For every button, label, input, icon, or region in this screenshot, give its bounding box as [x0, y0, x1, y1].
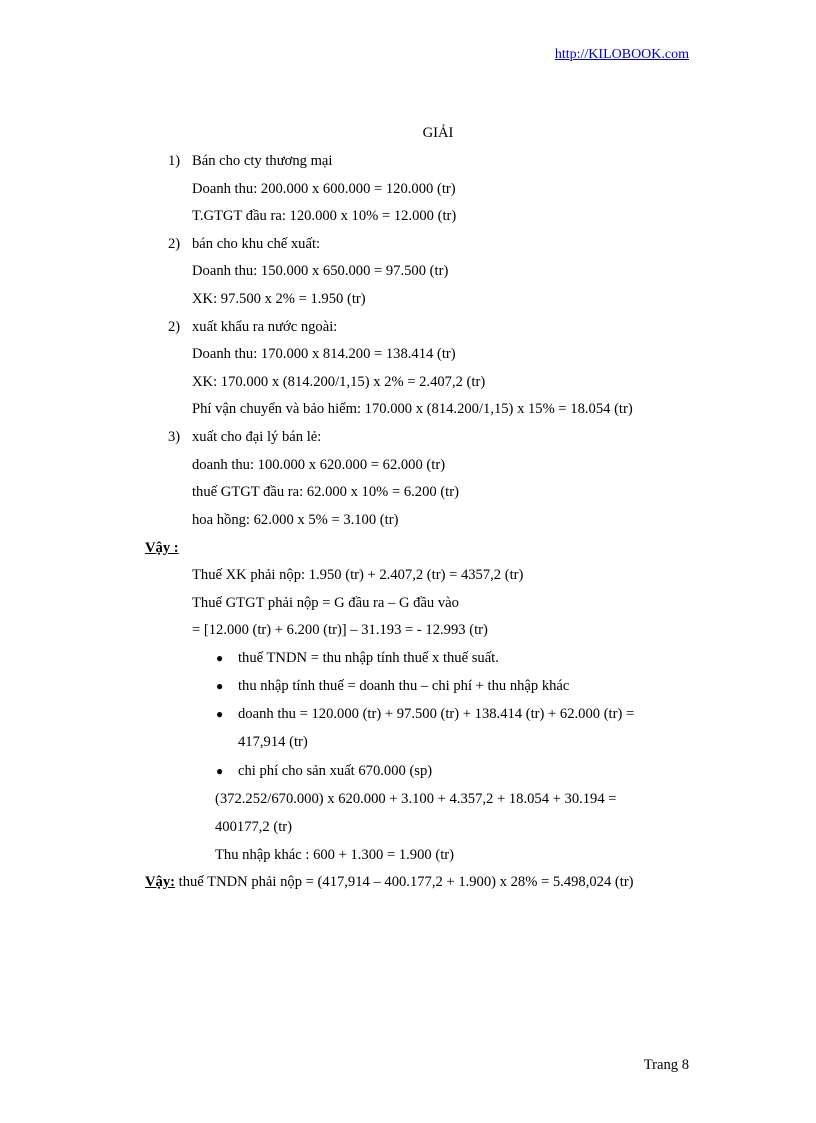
item-number: 2): [168, 236, 181, 252]
vay-label: Vậy :: [145, 540, 179, 556]
item-heading: bán cho khu chế xuất:: [192, 236, 321, 252]
item-number: 1): [168, 153, 181, 169]
item-line: thuế GTGT đầu ra: 62.000 x 10% = 6.200 (tr): [192, 484, 459, 500]
item-number: 2): [168, 319, 181, 335]
item-heading: xuất cho đại lý bán lẻ:: [192, 429, 322, 445]
item-number: 3): [168, 429, 181, 445]
final-label: Vậy:: [145, 874, 175, 890]
cost-line: (372.252/670.000) x 620.000 + 3.100 + 4.357,2 + 18.054 + 30.194 =: [215, 791, 617, 807]
page-title: GIẢI: [422, 125, 454, 141]
item-line: Doanh thu: 170.000 x 814.200 = 138.414 (tr): [192, 346, 456, 362]
bullet-text-continued: 417,914 (tr): [238, 734, 308, 750]
item-line: XK: 97.500 x 2% = 1.950 (tr): [192, 291, 366, 307]
header-link[interactable]: http://KILOBOOK.com: [554, 47, 689, 62]
cost-line: Thu nhập khác : 600 + 1.300 = 1.900 (tr): [215, 847, 454, 863]
page-number: Trang 8: [643, 1057, 689, 1073]
bullet-text: doanh thu = 120.000 (tr) + 97.500 (tr) + 138.414 (tr) + 62.000 (tr) =: [238, 706, 635, 722]
item-line: Doanh thu: 150.000 x 650.000 = 97.500 (tr): [192, 263, 449, 279]
summary-line: = [12.000 (tr) + 6.200 (tr)] – 31.193 = - 12.993 (tr): [192, 622, 488, 638]
item-line: Doanh thu: 200.000 x 600.000 = 120.000 (tr): [192, 181, 456, 197]
bullet-icon: ●: [216, 679, 224, 693]
item-line: XK: 170.000 x (814.200/1,15) x 2% = 2.407,2 (tr): [192, 374, 486, 390]
item-line: Phí vận chuyển và bảo hiểm: 170.000 x (814.200/1,15) x 15% = 18.054 (tr): [192, 401, 633, 417]
cost-line: 400177,2 (tr): [215, 819, 293, 835]
item-heading: Bán cho cty thương mại: [192, 153, 333, 169]
bullet-text: chi phí cho sản xuất 670.000 (sp): [238, 763, 433, 779]
summary-line: Thuế GTGT phải nộp = G đầu ra – G đầu vào: [192, 595, 459, 611]
item-heading: xuất khẩu ra nước ngoài:: [192, 319, 338, 335]
bullet-icon: ●: [216, 764, 224, 778]
bullet-icon: ●: [216, 707, 224, 721]
bullet-text: thuế TNDN = thu nhập tính thuế x thuế suất.: [238, 650, 499, 666]
bullet-icon: ●: [216, 651, 224, 665]
final-line: [145, 873, 634, 891]
final-text: thuế TNDN phải nộp = (417,914 – 400.177,2 + 1.900) x 28% = 5.498,024 (tr): [175, 874, 634, 890]
summary-line: Thuế XK phải nộp: 1.950 (tr) + 2.407,2 (tr) = 4357,2 (tr): [192, 567, 524, 583]
item-line: T.GTGT đầu ra: 120.000 x 10% = 12.000 (tr): [192, 208, 457, 224]
item-line: hoa hồng: 62.000 x 5% = 3.100 (tr): [192, 512, 399, 528]
item-line: doanh thu: 100.000 x 620.000 = 62.000 (tr): [192, 457, 446, 473]
bullet-text: thu nhập tính thuế = doanh thu – chi phí + thu nhập khác: [238, 678, 570, 694]
